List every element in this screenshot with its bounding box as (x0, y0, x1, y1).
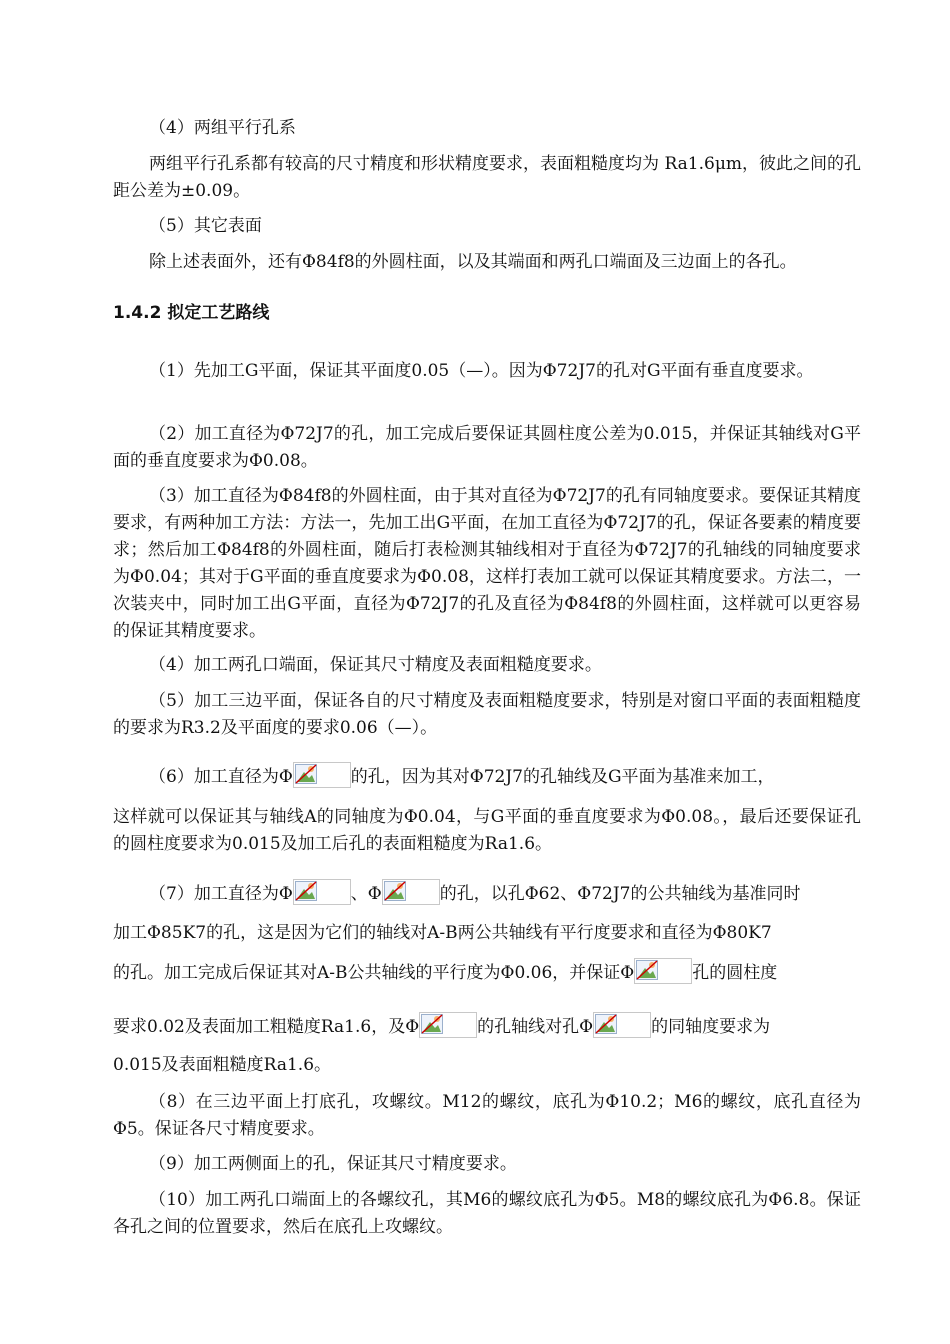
section-5-text: 除上述表面外，还有Φ84f8的外圆柱面，以及其端面和两孔口端面及三边面上的各孔。 (149, 252, 797, 272)
section-4-title: （4）两组平行孔系 (149, 118, 296, 138)
section-heading: 1.4.2 拟定工艺路线 (113, 303, 270, 323)
step-1: （1）先加工G平面，保证其平面度0.05（—）。因为Φ72J7的孔对G平面有垂直度要求。 (149, 361, 814, 381)
step-7-line-2: 加工Φ85K7的孔，这是因为它们的轴线对A-B两公共轴线有平行度要求和直径为Φ80K7 (113, 923, 772, 943)
step-7-line-3: 的孔。加工完成后保证其对A-B公共轴线的平行度为Φ0.06，并保证Φ 孔的圆柱度 (113, 958, 861, 987)
step-7-line-5: 0.015及表面粗糙度Ra1.6。 (113, 1055, 332, 1075)
broken-image-icon (382, 879, 440, 905)
step-7-line-1: （7）加工直径为Φ 、Φ 的孔，以孔Φ62、Φ72J7的公共轴线为基准同时 (113, 879, 861, 908)
step-7-line-4: 要求0.02及表面加工粗糙度Ra1.6，及Φ 的孔轴线对孔Φ 的同轴度要求为 (113, 1012, 861, 1041)
step-6-text: 这样就可以保证其与轴线A的同轴度为Φ0.04，与G平面的垂直度要求为Φ0.08。，最后还要保证孔的圆柱度要求为0.015及加工后孔的表面粗糙度为Ra1.6。 (113, 807, 861, 854)
step-3: （3）加工直径为Φ84f8的外圆柱面，由于其对直径为Φ72J7的孔有同轴度要求。要保证其精度要求，有两种加工方法：方法一，先加工出G平面，在加工直径为Φ72J7的孔，保证各要素的精度要求；然后加工Φ84f8的外圆柱面，随后打表检测其轴线相对于直径为Φ72J7的孔轴线的同轴度要求为Φ0.04；其对于G平面的垂直度要求为Φ0.08，这样打表加工就可以保证其精度要求。方法二，一次装夹中，同时加工出G平面，直径为Φ72J7的孔及直径为Φ84f8的外圆柱面，这样就可以更容易的保证其精度要求。 (113, 486, 861, 641)
broken-image-icon (419, 1012, 477, 1038)
step-10: （10）加工两孔口端面上的各螺纹孔，其M6的螺纹底孔为Φ5。M8的螺纹底孔为Φ6.8。保证各孔之间的位置要求，然后在底孔上攻螺纹。 (113, 1190, 861, 1237)
section-5-title: （5）其它表面 (149, 216, 262, 236)
step-4: （4）加工两孔口端面，保证其尺寸精度及表面粗糙度要求。 (149, 655, 602, 675)
step-9: （9）加工两侧面上的孔，保证其尺寸精度要求。 (149, 1154, 517, 1174)
broken-image-icon (634, 958, 692, 984)
broken-image-icon (293, 879, 351, 905)
broken-image-icon (293, 762, 351, 788)
step-8: （8）在三边平面上打底孔，攻螺纹。M12的螺纹，底孔为Φ10.2；M6的螺纹，底孔直径为Φ5。保证各尺寸精度要求。 (113, 1092, 861, 1139)
step-2: （2）加工直径为Φ72J7的孔，加工完成后要保证其圆柱度公差为0.015，并保证其轴线对G平面的垂直度要求为Φ0.08。 (113, 424, 861, 471)
section-4-text: 两组平行孔系都有较高的尺寸精度和形状精度要求，表面粗糙度均为 Ra1.6μm，彼此之间的孔距公差为±0.09。 (113, 154, 861, 201)
broken-image-icon (593, 1012, 651, 1038)
step-5: （5）加工三边平面，保证各自的尺寸精度及表面粗糙度要求，特别是对窗口平面的表面粗糙度的要求为R3.2及平面度的要求0.06（—）。 (113, 691, 861, 738)
step-6-line-1: （6）加工直径为Φ 的孔，因为其对Φ72J7的孔轴线及G平面为基准来加工， (113, 762, 861, 791)
